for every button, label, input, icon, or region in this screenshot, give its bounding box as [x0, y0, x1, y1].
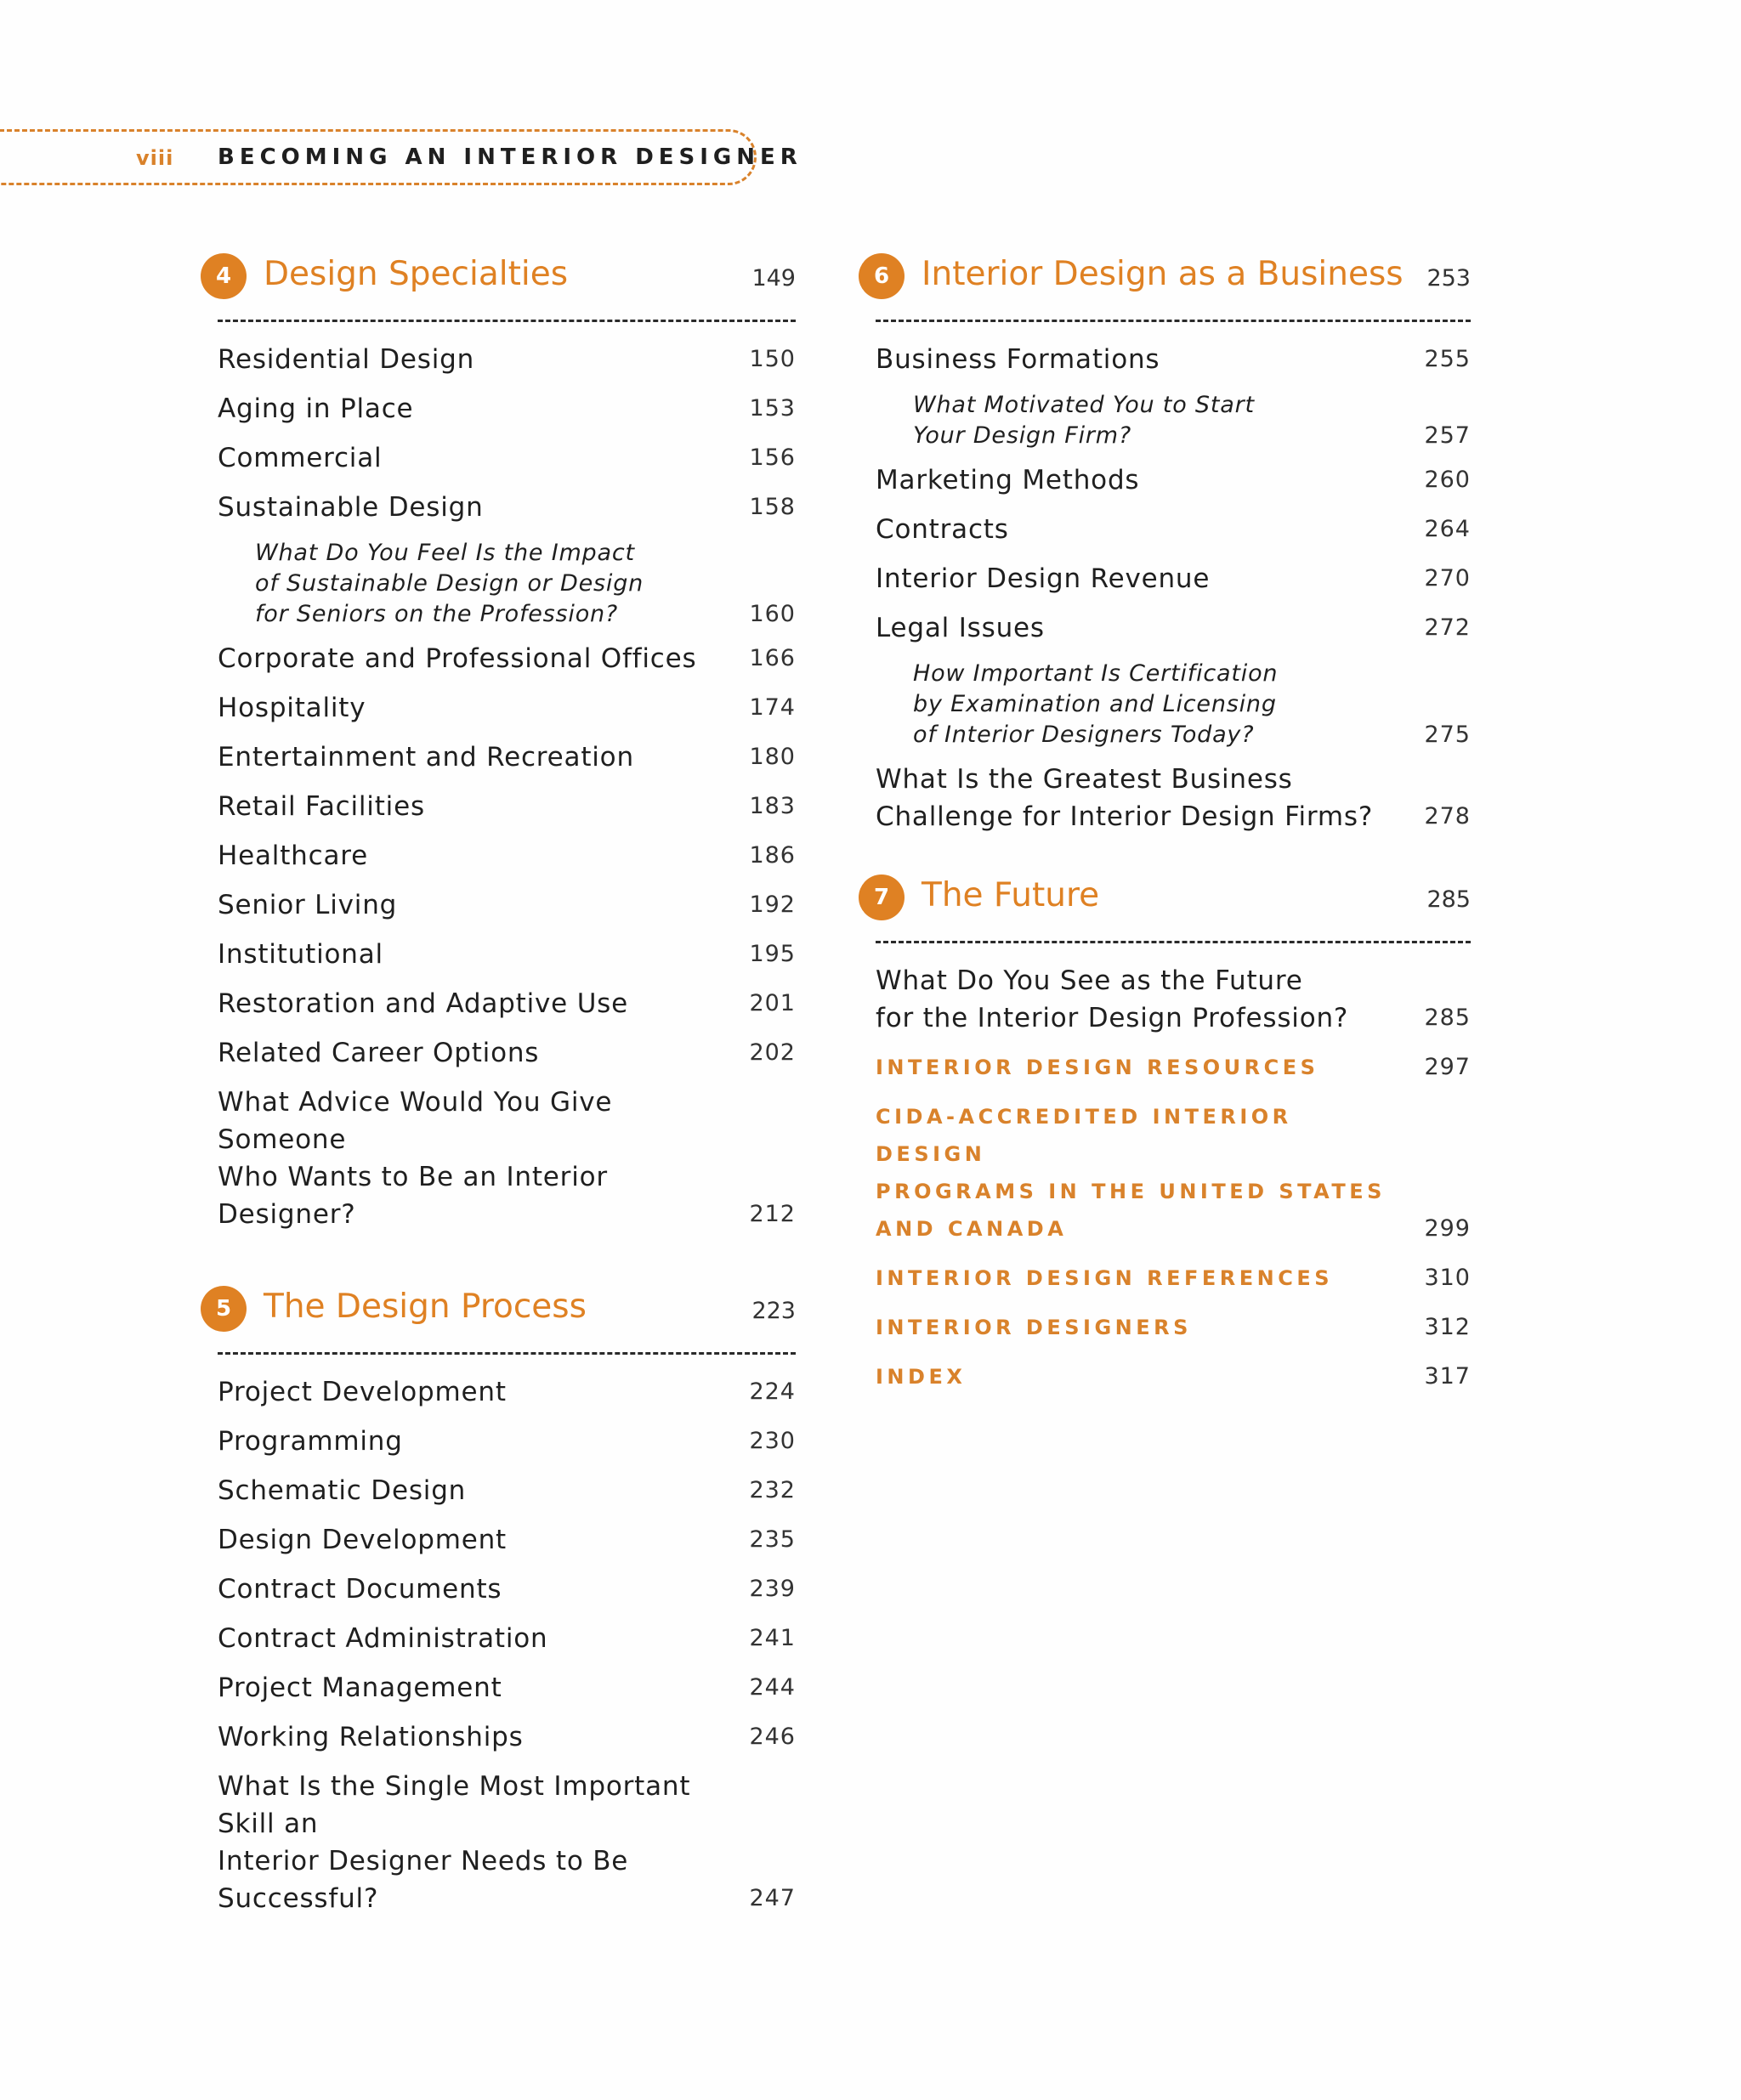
- toc-backmatter-entry[interactable]: [876, 1358, 1471, 1395]
- chapter-6-entries: [859, 341, 1471, 835]
- chapter-number-badge: 6: [859, 253, 905, 299]
- entry-title: INTERIOR DESIGNERS: [876, 1316, 1192, 1339]
- toc-entry[interactable]: [218, 689, 796, 727]
- toc-backmatter-entry[interactable]: [876, 1259, 1471, 1297]
- toc-entry[interactable]: [876, 511, 1471, 548]
- entry-title: Working Relationships: [218, 1722, 524, 1752]
- entry-title: Residential Design: [218, 344, 475, 375]
- entry-title-line: by Examination and Licensing: [913, 691, 1277, 717]
- entry-title-line: What Advice Would You Give Someone: [218, 1087, 613, 1155]
- chapter-6-heading[interactable]: [859, 252, 1471, 320]
- entry-title: Marketing Methods: [876, 465, 1140, 495]
- entry-page: 150: [749, 346, 796, 372]
- dashed-divider: [876, 941, 1471, 943]
- entry-page: 285: [1424, 1005, 1471, 1031]
- toc-entry[interactable]: [218, 1472, 796, 1509]
- toc-entry[interactable]: [218, 1034, 796, 1072]
- entry-page: 186: [749, 842, 796, 869]
- chapter-7-heading[interactable]: [859, 873, 1471, 941]
- entry-title: Corporate and Professional Offices: [218, 643, 697, 674]
- toc-entry[interactable]: [218, 1521, 796, 1559]
- entry-page: 183: [749, 793, 796, 819]
- entry-page: 272: [1424, 614, 1471, 641]
- toc-entry[interactable]: [218, 1423, 796, 1460]
- entry-page: 201: [749, 990, 796, 1016]
- toc-entry[interactable]: [218, 1571, 796, 1608]
- chapter-number-badge: 7: [859, 875, 905, 920]
- entry-title: Healthcare: [218, 841, 368, 871]
- entry-title: Commercial: [218, 443, 383, 473]
- entry-page: 180: [749, 744, 796, 770]
- entry-title-line: for the Interior Design Profession?: [876, 1003, 1349, 1033]
- entry-title: Contract Documents: [218, 1574, 502, 1605]
- toc-entry[interactable]: [876, 962, 1471, 1037]
- entry-page: 156: [749, 444, 796, 471]
- entry-title: Senior Living: [218, 890, 398, 920]
- toc-interview-entry[interactable]: [876, 390, 1471, 451]
- page-folio: viii: [136, 146, 174, 170]
- toc-entry[interactable]: [218, 1669, 796, 1707]
- entry-page: 195: [749, 941, 796, 967]
- entry-page: 158: [749, 494, 796, 520]
- toc-interview-entry[interactable]: [218, 538, 796, 630]
- entry-page: 247: [749, 1885, 796, 1911]
- toc-entry[interactable]: [218, 1768, 796, 1917]
- chapter-page: 285: [1426, 886, 1471, 913]
- toc-entry[interactable]: [218, 886, 796, 924]
- entry-page: 312: [1424, 1314, 1471, 1340]
- toc-entry[interactable]: [218, 788, 796, 825]
- entry-title: Interior Design Revenue: [876, 563, 1211, 594]
- chapter-4-entries: [201, 341, 796, 1233]
- chapter-number-badge: 5: [201, 1286, 247, 1332]
- entry-page: 224: [749, 1378, 796, 1405]
- entry-page: 166: [749, 645, 796, 671]
- toc-entry[interactable]: [876, 761, 1471, 835]
- chapter-title: The Future: [922, 876, 1100, 914]
- chapter-5-entries: [201, 1373, 796, 1917]
- toc-entry[interactable]: [218, 489, 796, 526]
- entry-title-line: What Motivated You to Start: [913, 392, 1255, 418]
- entry-title: Aging in Place: [218, 393, 414, 424]
- toc-interview-entry[interactable]: [876, 659, 1471, 750]
- entry-page: 174: [749, 694, 796, 721]
- toc-entry[interactable]: [218, 439, 796, 477]
- entry-page: 270: [1424, 565, 1471, 592]
- book-title: BECOMING AN INTERIOR DESIGNER: [218, 144, 802, 170]
- entry-page: 153: [749, 395, 796, 422]
- toc-entry[interactable]: [218, 390, 796, 427]
- chapter-title: Design Specialties: [264, 255, 569, 293]
- entry-page: 257: [1424, 422, 1471, 449]
- entry-title: Restoration and Adaptive Use: [218, 988, 629, 1019]
- toc-right-column: [859, 252, 1471, 1407]
- entry-page: 317: [1424, 1363, 1471, 1390]
- entry-page: 241: [749, 1625, 796, 1651]
- entry-page: 297: [1424, 1054, 1471, 1080]
- chapter-page: 253: [1426, 265, 1471, 292]
- toc-entry[interactable]: [218, 739, 796, 776]
- toc-entry[interactable]: [218, 341, 796, 378]
- chapter-number-badge: 4: [201, 253, 247, 299]
- entry-title: INDEX: [876, 1365, 967, 1389]
- chapter-7-entries: [859, 962, 1471, 1395]
- chapter-page: 149: [751, 265, 796, 292]
- entry-page: 235: [749, 1526, 796, 1553]
- entry-title: Project Development: [218, 1377, 507, 1407]
- entry-page: 260: [1424, 467, 1471, 493]
- toc-entry[interactable]: [218, 1373, 796, 1411]
- entry-title-line: Your Design Firm?: [913, 422, 1132, 449]
- entry-page: 264: [1424, 516, 1471, 542]
- entry-title: INTERIOR DESIGN RESOURCES: [876, 1056, 1319, 1079]
- entry-title-line: Challenge for Interior Design Firms?: [876, 801, 1374, 832]
- toc-entry[interactable]: [218, 837, 796, 875]
- entry-title: Project Management: [218, 1673, 502, 1703]
- entry-title: Programming: [218, 1426, 403, 1457]
- entry-page: 239: [749, 1576, 796, 1602]
- entry-title-line: What Do You Feel Is the Impact: [255, 540, 635, 566]
- toc-entry[interactable]: [218, 985, 796, 1022]
- entry-title-line: What Is the Single Most Important Skill an: [218, 1771, 691, 1839]
- entry-title: Institutional: [218, 939, 383, 970]
- entry-title-line: of Interior Designers Today?: [913, 722, 1255, 748]
- toc-backmatter-entry[interactable]: [876, 1309, 1471, 1346]
- entry-title: Hospitality: [218, 693, 366, 723]
- entry-page: 212: [749, 1201, 796, 1227]
- entry-page: 232: [749, 1477, 796, 1503]
- entry-title-line: of Sustainable Design or Design: [255, 570, 644, 597]
- chapter-4-heading[interactable]: [201, 252, 796, 320]
- entry-title: Contracts: [876, 514, 1009, 545]
- entry-title-line: for Seniors on the Profession?: [255, 601, 619, 627]
- entry-page: 278: [1424, 803, 1471, 829]
- toc-entry[interactable]: [218, 640, 796, 677]
- entry-title: Design Development: [218, 1525, 507, 1555]
- entry-page: 299: [1424, 1215, 1471, 1242]
- toc-backmatter-entry[interactable]: [876, 1049, 1471, 1086]
- entry-title-line: How Important Is Certification: [913, 660, 1279, 687]
- entry-page: 255: [1424, 346, 1471, 372]
- entry-title: Business Formations: [876, 344, 1160, 375]
- entry-title: Entertainment and Recreation: [218, 742, 634, 773]
- toc-entry[interactable]: [876, 341, 1471, 378]
- toc-entry[interactable]: [876, 461, 1471, 499]
- entry-title-line: PROGRAMS IN THE UNITED STATES: [876, 1180, 1386, 1203]
- toc-entry[interactable]: [876, 609, 1471, 647]
- chapter-title: The Design Process: [264, 1288, 587, 1326]
- entry-title-line: CIDA-ACCREDITED INTERIOR DESIGN: [876, 1105, 1292, 1166]
- entry-title: Related Career Options: [218, 1038, 540, 1068]
- entry-page: 244: [749, 1674, 796, 1701]
- entry-title-line: Interior Designer Needs to Be Successful?: [218, 1846, 629, 1914]
- dashed-divider: [876, 320, 1471, 322]
- entry-title: Legal Issues: [876, 613, 1045, 643]
- entry-title: INTERIOR DESIGN REFERENCES: [876, 1266, 1334, 1290]
- entry-title-line: What Do You See as the Future: [876, 965, 1303, 996]
- chapter-page: 223: [751, 1298, 796, 1324]
- toc-entry[interactable]: [218, 936, 796, 973]
- entry-page: 230: [749, 1428, 796, 1454]
- toc-entry[interactable]: [218, 1084, 796, 1233]
- chapter-title: Interior Design as a Business: [922, 255, 1404, 293]
- entry-title: Retail Facilities: [218, 791, 425, 822]
- toc-entry[interactable]: [218, 1718, 796, 1756]
- entry-title: Schematic Design: [218, 1475, 467, 1506]
- entry-page: 310: [1424, 1265, 1471, 1291]
- dashed-divider: [218, 320, 796, 322]
- entry-page: 246: [749, 1724, 796, 1750]
- entry-title-line: What Is the Greatest Business: [876, 764, 1293, 795]
- toc-entry[interactable]: [218, 1620, 796, 1657]
- entry-title-line: Who Wants to Be an Interior Designer?: [218, 1162, 608, 1230]
- entry-page: 275: [1424, 722, 1471, 748]
- toc-entry[interactable]: [876, 560, 1471, 597]
- entry-page: 160: [749, 601, 796, 627]
- entry-page: 192: [749, 892, 796, 918]
- entry-title: Contract Administration: [218, 1623, 548, 1654]
- toc-backmatter-entry[interactable]: [876, 1098, 1471, 1248]
- entry-title-line: AND CANADA: [876, 1217, 1068, 1241]
- dashed-divider: [218, 1352, 796, 1355]
- chapter-5-heading[interactable]: [201, 1284, 796, 1352]
- entry-page: 202: [749, 1039, 796, 1066]
- toc-left-column: [201, 252, 796, 1929]
- entry-title: Sustainable Design: [218, 492, 484, 523]
